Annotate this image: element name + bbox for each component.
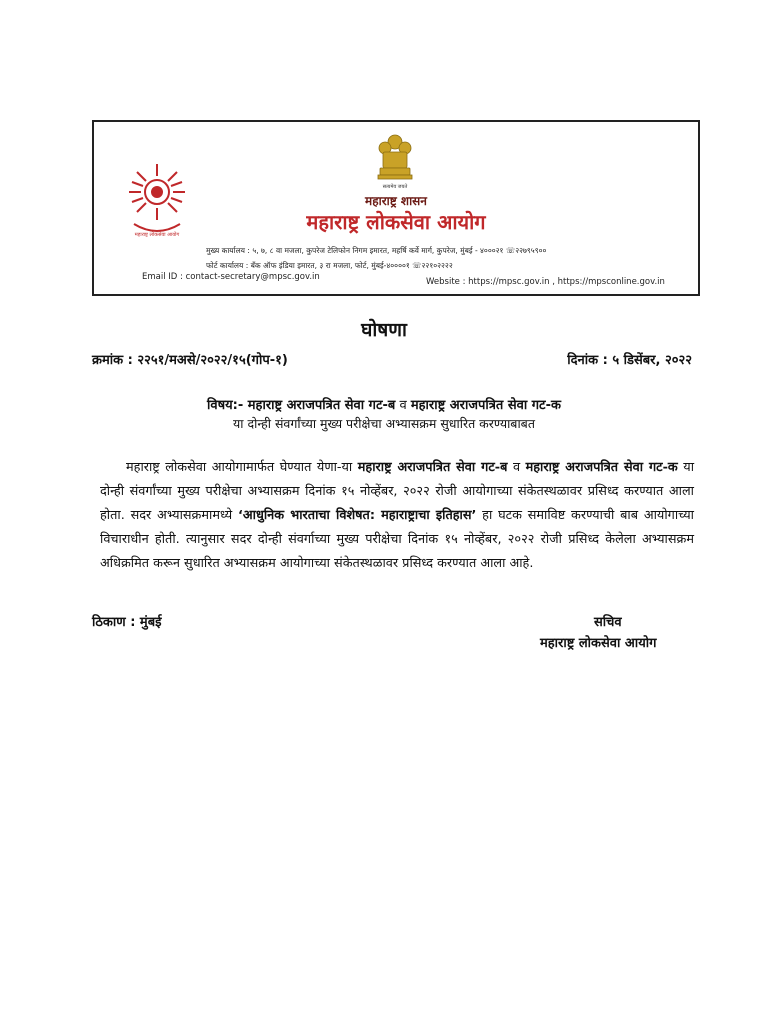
commission-title: महाराष्ट्र लोकसेवा आयोग xyxy=(306,210,486,234)
reference-number: क्रमांक : २२५१/मअसे/२०२२/१५(गोप-१) xyxy=(92,353,288,368)
head-office-address: मुख्य कार्यालय : ५, ७, ८ वा मजला, कुपरेज टेलिफोन निगम इमारत, महर्षि कर्वे मार्ग, कुपरेज, मुंबई - ४०००२१ ☏२२७९५९०० xyxy=(206,246,547,255)
subject-conjunction: व xyxy=(395,398,411,413)
seal-caption: महाराष्ट्र लोकसेवा आयोग xyxy=(134,232,180,238)
body-text-1: महाराष्ट्र लोकसेवा आयोगामार्फत घेण्यात येणा-या xyxy=(126,460,358,475)
body-text-4: हा घटक समाविष्ट करण्याची बाब आयोगाच्या विचाराधीन होती. त्यानुसार सदर दोन्ही संवर्गाच्या मुख्य परीक्षेचा दिनांक १५ नोव्हेंबर, २०२२ रोजी प्रसिध्द केलेला अभ्यासक्रम अधिक्रमित करून सुधारित अभ्यासक्रम आयोगाच्या संकेतस्थळावर प्रसिध्द करण्यात आला आहे. xyxy=(100,508,694,571)
letterhead xyxy=(92,120,700,296)
body-bold-group-b: महाराष्ट्र अराजपत्रित सेवा गट-ब xyxy=(357,460,508,475)
signatory-office: महाराष्ट्र लोकसेवा आयोग xyxy=(540,636,657,651)
reference-date: दिनांक : ५ डिसेंबर, २०२२ xyxy=(567,353,692,368)
website-links: Website : https://mpsc.gov.in , https://mpsconline.gov.in xyxy=(426,277,665,287)
email-contact: Email ID : contact-secretary@mpsc.gov.in xyxy=(142,272,320,282)
national-emblem-icon xyxy=(374,132,416,196)
body-text-2: व xyxy=(507,460,526,475)
subject-description: या दोन्ही संवर्गांच्या मुख्य परीक्षेचा अभ्यासक्रम सुधारित करण्याबाबत xyxy=(233,416,535,431)
announcement-body xyxy=(100,456,694,576)
subject-prefix: विषय:- xyxy=(207,398,248,413)
body-bold-topic: ‘आधुनिक भारताचा विशेषत: महाराष्ट्राचा इतिहास’ xyxy=(238,508,477,523)
subject-line xyxy=(0,395,768,413)
place-label: ठिकाण : मुंबई xyxy=(92,615,162,630)
document-heading: घोषणा xyxy=(361,319,407,341)
emblem-caption: सत्यमेव जयते xyxy=(382,184,408,190)
body-text-3: या दोन्ही संवर्गांच्या मुख्य परीक्षेचा अभ्यासक्रम दिनांक १५ नोव्हेंबर, २०२२ रोजी आयोगाच्या संकेतस्थळावर प्रसिध्द करण्यात आला होता. सदर अभ्यासक्रमामध्ये xyxy=(100,460,695,523)
fort-office-address: फोर्ट कार्यालय : बँक ऑफ इंडिया इमारत, ३ रा मजला, फोर्ट, मुंबई-४००००१ ☏२२१०२२२२ xyxy=(206,261,453,270)
subject-group-c: महाराष्ट्र अराजपत्रित सेवा गट-क xyxy=(410,398,561,413)
subject-group-b: महाराष्ट्र अराजपत्रित सेवा गट-ब xyxy=(247,398,396,413)
government-title: महाराष्ट्र शासन xyxy=(365,194,427,208)
signatory-designation: सचिव xyxy=(594,615,622,630)
body-bold-group-c: महाराष्ट्र अराजपत्रित सेवा गट-क xyxy=(525,460,678,475)
